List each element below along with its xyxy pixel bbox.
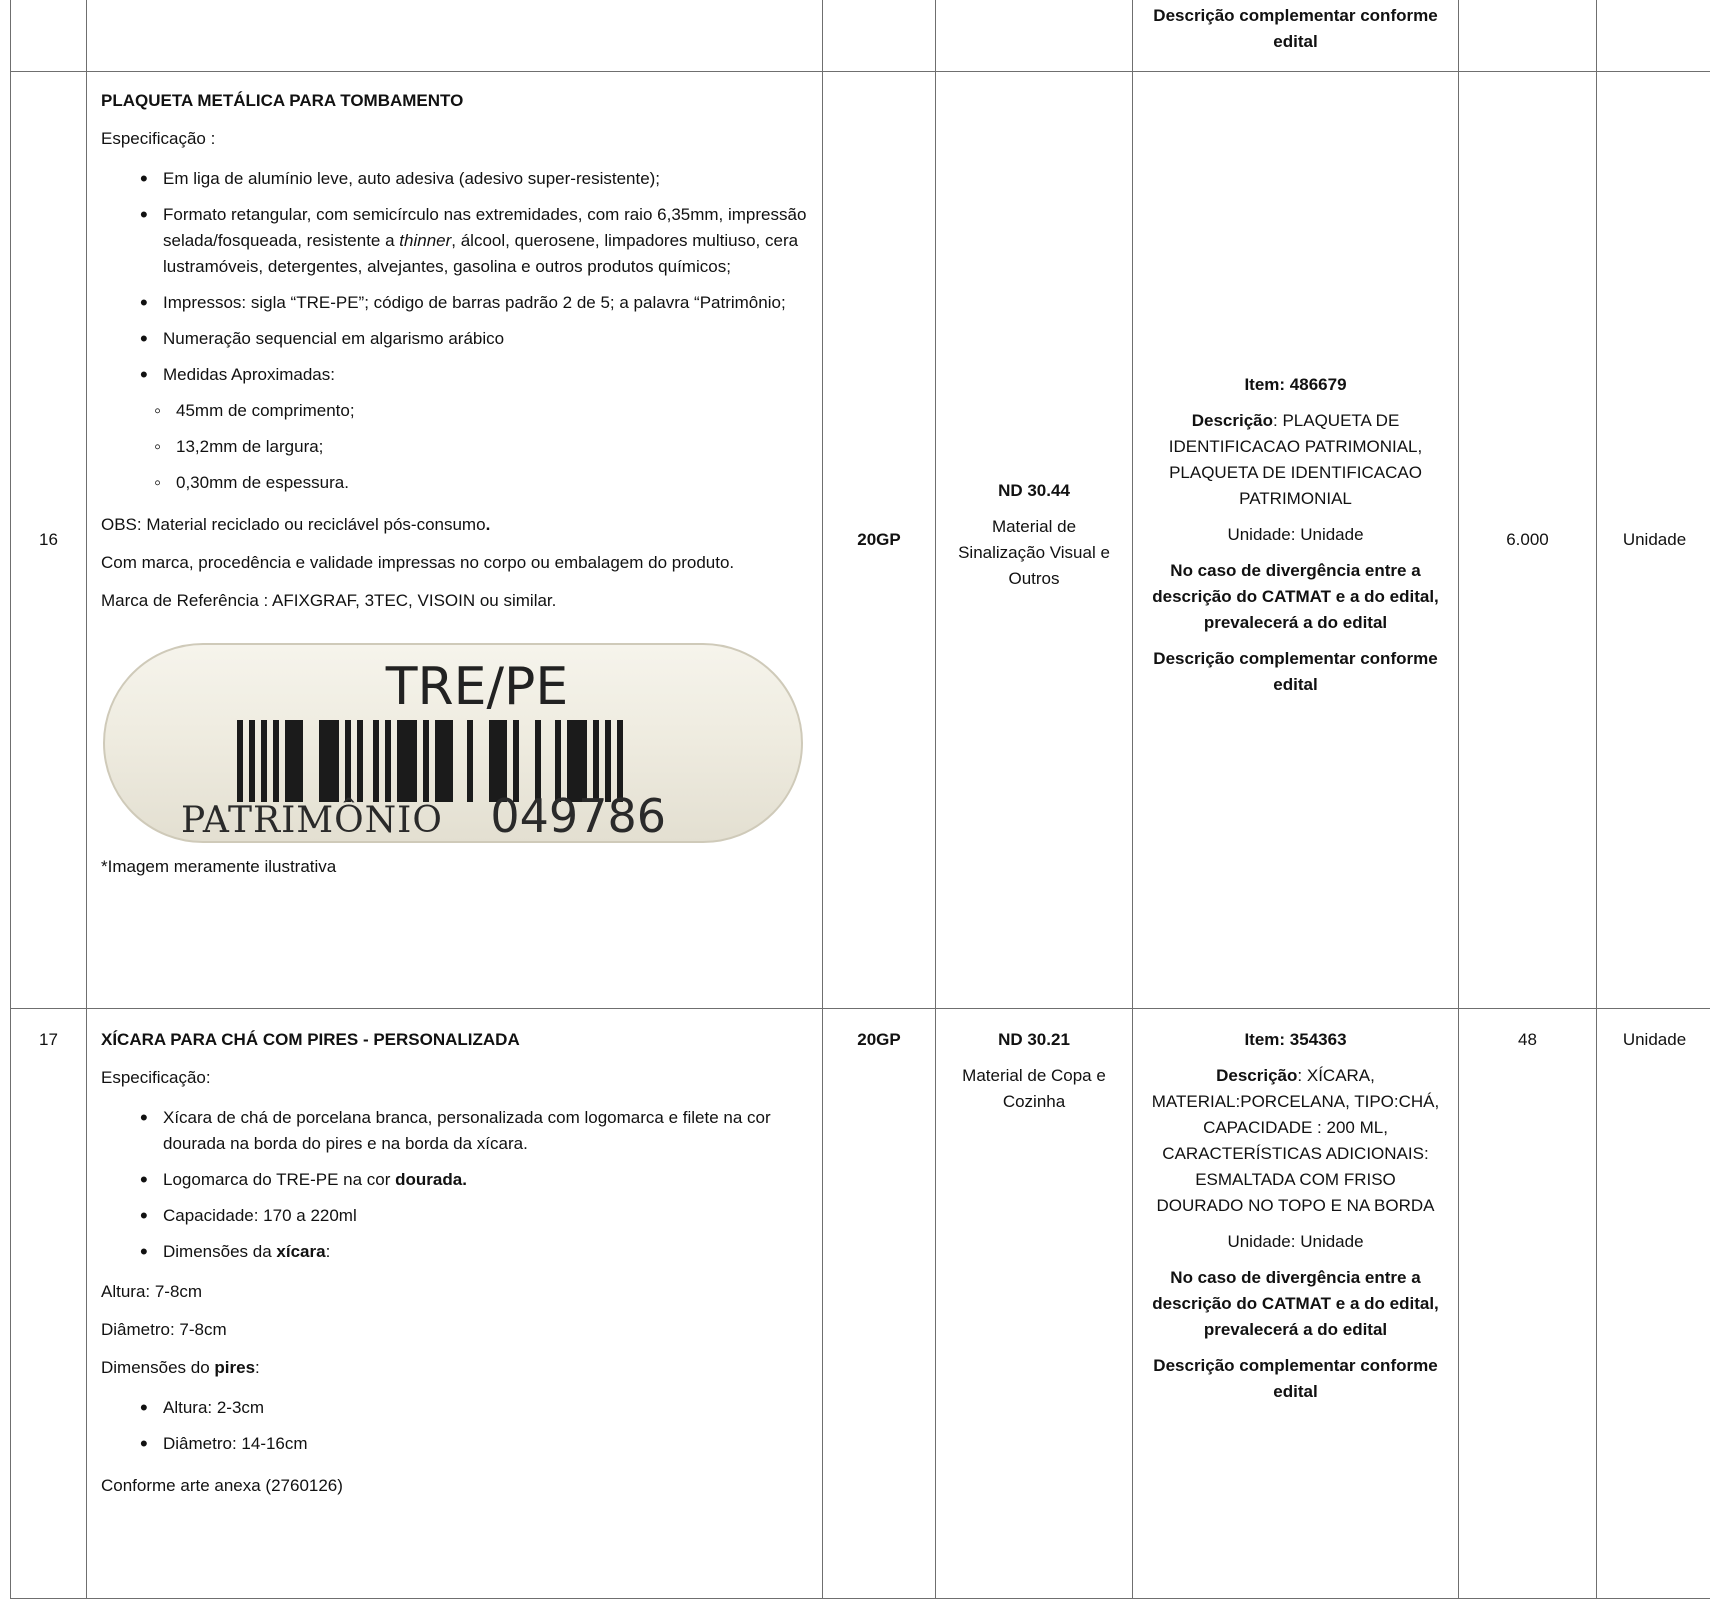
description-cell	[87, 0, 823, 72]
nd-cell	[936, 0, 1133, 72]
catmat-unit: Unidade: Unidade	[1151, 522, 1440, 548]
brand-text: Com marca, procedência e validade impressas no corpo ou embalagem do produto.	[101, 550, 808, 576]
saucer-list	[101, 1395, 808, 1457]
catmat-description: Descrição: PLAQUETA DE IDENTIFICACAO PATRIMONIAL, PLAQUETA DE IDENTIFICACAO PATRIMONIAL	[1151, 408, 1440, 512]
description-cell	[87, 72, 823, 1009]
item-number: 16	[11, 72, 87, 1009]
measure-list	[101, 398, 808, 496]
item-title: PLAQUETA METÁLICA PARA TOMBAMENTO	[101, 88, 808, 114]
quantity: 48	[1459, 1009, 1597, 1599]
list-item: • Numeração sequencial em algarismo arábico	[163, 326, 808, 352]
catmat-cell	[1133, 72, 1459, 1009]
spec-label: Especificação:	[101, 1065, 808, 1091]
nd-description: Material de Copa e Cozinha	[954, 1063, 1114, 1115]
group-code: 20GP	[823, 72, 936, 1009]
spec-list	[101, 1105, 808, 1265]
list-item: • Impressos: sigla “TRE-PE”; código de barras padrão 2 de 5; a palavra “Patrimônio;	[163, 290, 808, 316]
spec-list	[101, 166, 808, 388]
list-item: • Capacidade: 170 a 220ml	[163, 1203, 808, 1229]
spec-table	[10, 0, 1710, 1599]
nd-code: ND 30.21	[954, 1027, 1114, 1053]
nd-cell	[936, 72, 1133, 1009]
list-item: • Logomarca do TRE-PE na cor dourada.	[163, 1167, 808, 1193]
list-item: • Em liga de alumínio leve, auto adesiva (adesivo super-resistente);	[163, 166, 808, 192]
catmat-cell	[1133, 0, 1459, 72]
list-item: • Formato retangular, com semicírculo nas extremidades, com raio 6,35mm, impressão selada/fosqueada, resistente a thinner, álcool, querosene, limpadores multiuso, cera lustramóveis, detergentes, alvejantes, gasolina e outros produtos químicos;	[163, 202, 808, 280]
cup-height: Altura: 7-8cm	[101, 1279, 808, 1305]
divergence-note: No caso de divergência entre a descrição do CATMAT e a do edital, prevalecerá a do edital	[1151, 558, 1440, 636]
catmat-item: Item: 354363	[1151, 1027, 1440, 1053]
spec-label: Especificação :	[101, 126, 808, 152]
catmat-complement: Descrição complementar conforme edital	[1133, 0, 1458, 55]
cup-diameter: Diâmetro: 7-8cm	[101, 1317, 808, 1343]
catmat-complement: Descrição complementar conforme edital	[1151, 1353, 1440, 1405]
table-row	[11, 0, 1710, 72]
saucer-label: Dimensões do pires:	[101, 1355, 808, 1381]
group-cell	[823, 0, 936, 72]
divergence-note: No caso de divergência entre a descrição do CATMAT e a do edital, prevalecerá a do edital	[1151, 1265, 1440, 1343]
art-reference: Conforme arte anexa (2760126)	[101, 1473, 808, 1499]
obs-text: OBS: Material reciclado ou reciclável pós-consumo.	[101, 512, 808, 538]
list-item: • Diâmetro: 14-16cm	[163, 1431, 808, 1457]
description-cell	[87, 1009, 823, 1599]
list-item: • Altura: 2-3cm	[163, 1395, 808, 1421]
plate-image	[101, 626, 809, 848]
reference-brands: Marca de Referência : AFIXGRAF, 3TEC, VISOIN ou similar.	[101, 588, 808, 614]
plate-number: 049786	[490, 789, 666, 843]
table-row	[11, 72, 1710, 1009]
catmat-unit: Unidade: Unidade	[1151, 1229, 1440, 1255]
catmat-item: Item: 486679	[1151, 372, 1440, 398]
item-number-cell	[11, 0, 87, 72]
list-item: • Xícara de chá de porcelana branca, personalizada com logomarca e filete na cor dourada na borda do pires e na borda da xícara.	[163, 1105, 808, 1157]
list-item: • Medidas Aproximadas:	[163, 362, 808, 388]
item-title: XÍCARA PARA CHÁ COM PIRES - PERSONALIZADA	[101, 1027, 808, 1053]
plate-top-text: TRE/PE	[385, 657, 568, 717]
nd-code: ND 30.44	[954, 478, 1114, 504]
unit: Unidade	[1597, 72, 1710, 1009]
catmat-complement: Descrição complementar conforme edital	[1151, 646, 1440, 698]
plate-label: PATRIMÔNIO	[181, 799, 443, 841]
list-item: • Dimensões da xícara:	[163, 1239, 808, 1265]
nd-cell	[936, 1009, 1133, 1599]
list-item: ◦ 0,30mm de espessura.	[176, 470, 808, 496]
list-item: ◦ 45mm de comprimento;	[176, 398, 808, 424]
quantity-cell	[1459, 0, 1597, 72]
catmat-cell	[1133, 1009, 1459, 1599]
table-row	[11, 1009, 1710, 1599]
catmat-description: Descrição: XÍCARA, MATERIAL:PORCELANA, TIPO:CHÁ, CAPACIDADE : 200 ML, CARACTERÍSTICAS ADICIONAIS: ESMALTADA COM FRISO DOURADO NO TOPO E NA BORDA	[1151, 1063, 1440, 1219]
group-code: 20GP	[823, 1009, 936, 1599]
item-number: 17	[11, 1009, 87, 1599]
image-note: *Imagem meramente ilustrativa	[101, 854, 808, 880]
quantity: 6.000	[1459, 72, 1597, 1009]
unit-cell	[1597, 0, 1710, 72]
nd-description: Material de Sinalização Visual e Outros	[954, 514, 1114, 592]
list-item: ◦ 13,2mm de largura;	[176, 434, 808, 460]
unit: Unidade	[1597, 1009, 1710, 1599]
